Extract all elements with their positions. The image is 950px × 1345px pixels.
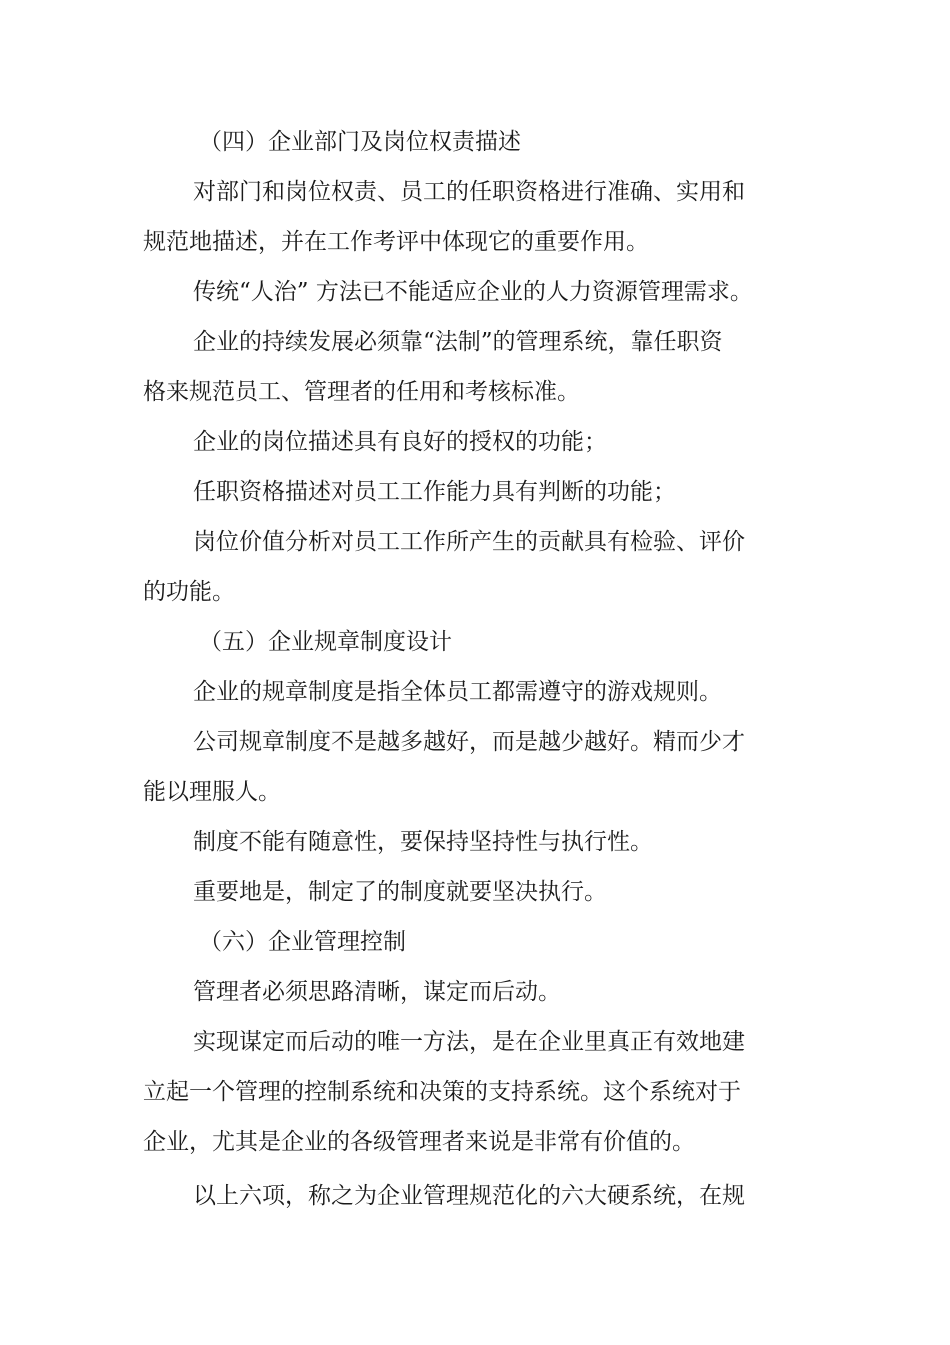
paragraph-line: 企业，尤其是企业的各级管理者来说是非常有价值的。 <box>143 1129 695 1155</box>
paragraph-line: 企业的持续发展必须靠“法制”的管理系统，靠任职资 <box>193 329 723 355</box>
paragraph-line: 企业的岗位描述具有良好的授权的功能； <box>193 429 607 455</box>
section-heading-5: （五）企业规章制度设计 <box>199 629 452 655</box>
paragraph-line: 岗位价值分析对员工工作所产生的贡献具有检验、评价 <box>193 529 745 555</box>
section-heading-4: （四）企业部门及岗位权责描述 <box>199 129 521 155</box>
paragraph-line: 传统“人治” 方法已不能适应企业的人力资源管理需求。 <box>193 279 753 305</box>
paragraph-line: 能以理服人。 <box>143 779 281 805</box>
paragraph-line: 任职资格描述对员工工作能力具有判断的功能； <box>193 479 676 505</box>
paragraph-line: 的功能。 <box>143 579 235 605</box>
paragraph-line: 规范地描述，并在工作考评中体现它的重要作用。 <box>143 229 649 255</box>
paragraph-line: 重要地是，制定了的制度就要坚决执行。 <box>193 879 607 905</box>
paragraph-line: 立起一个管理的控制系统和决策的支持系统。这个系统对于 <box>143 1079 741 1105</box>
paragraph-line: 企业的规章制度是指全体员工都需遵守的游戏规则。 <box>193 679 722 705</box>
paragraph-line: 以上六项，称之为企业管理规范化的六大硬系统，在规 <box>193 1183 745 1209</box>
paragraph-line: 实现谋定而后动的唯一方法，是在企业里真正有效地建 <box>193 1029 745 1055</box>
paragraph-line: 格来规范员工、管理者的任用和考核标准。 <box>143 379 580 405</box>
section-heading-6: （六）企业管理控制 <box>199 929 406 955</box>
paragraph-line: 公司规章制度不是越多越好，而是越少越好。精而少才 <box>193 729 745 755</box>
paragraph-line: 对部门和岗位权责、员工的任职资格进行准确、实用和 <box>193 179 745 205</box>
paragraph-line: 制度不能有随意性，要保持坚持性与执行性。 <box>193 829 653 855</box>
paragraph-line: 管理者必须思路清晰，谋定而后动。 <box>193 979 561 1005</box>
